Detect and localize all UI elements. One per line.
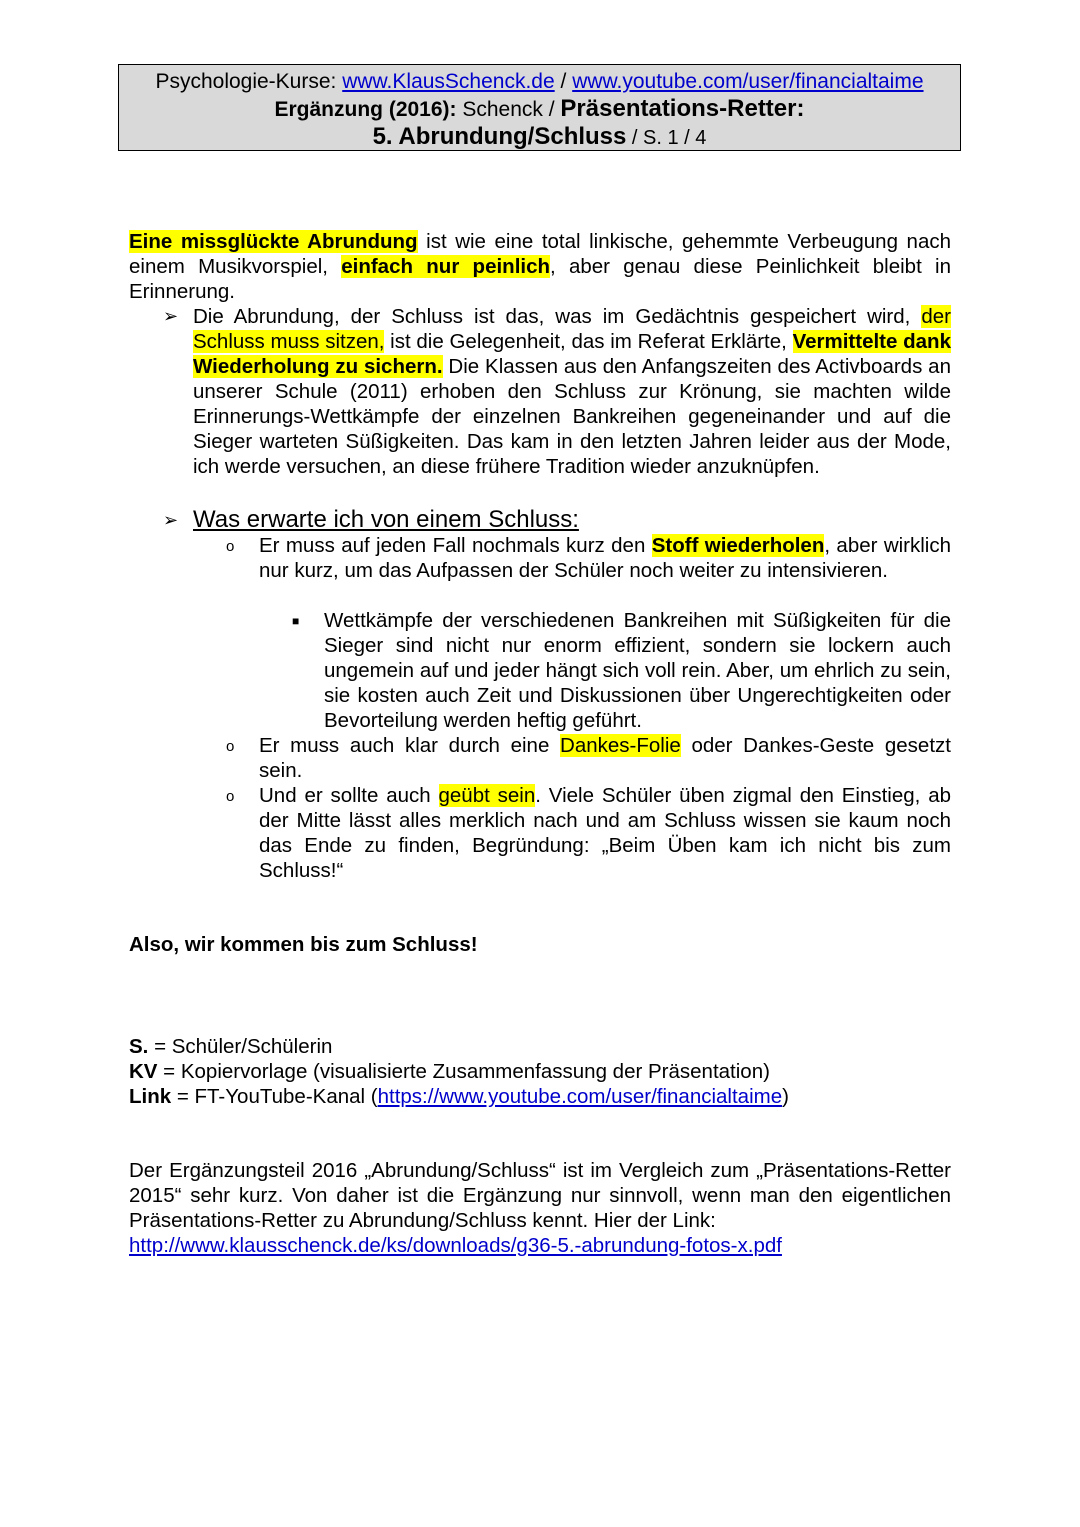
bullet-heading: Was erwarte ich von einem Schluss: bbox=[193, 506, 579, 533]
sub-item-3: Und er sollte auch geübt sein. Viele Schüler üben zigmal den Einstieg, ab der Mitte lässt alles merklich nach und am Schluss wissen sie kaum noch das Ende zu finden, Begründung: „Beim Üben kam ich nicht bis zum Schluss!“ bbox=[259, 784, 951, 882]
intro-paragraph: Eine missglückte Abrundung ist wie eine total linkische, gehemmte Verbeugung nach einem Musikvorspiel, einfach nur peinlich, aber genau diese Peinlichkeit bleibt in Erinnerung. bbox=[129, 230, 951, 303]
sub-item-1: Er muss auf jeden Fall nochmals kurz den Stoff wiederholen, aber wirklich nur kurz, um das Aufpassen der Schüler noch weiter zu intensivieren. bbox=[259, 534, 952, 582]
header-line-2: Ergänzung (2016): Schenck / Präsentations-Retter: bbox=[274, 95, 805, 122]
header-title: Präsentations-Retter: bbox=[560, 95, 805, 122]
closing-sentence: Also, wir kommen bis zum Schluss! bbox=[129, 933, 478, 956]
sub-item-2: Er muss auch klar durch eine Dankes-Folie oder Dankes-Geste gesetzt sein. bbox=[259, 734, 951, 782]
chapter-title: 5. Abrundung/Schluss bbox=[372, 123, 627, 150]
header-box bbox=[118, 64, 961, 151]
circle-bullet-icon: o bbox=[226, 788, 235, 805]
abbreviation-item: Link = FT-YouTube-Kanal (https://www.youtube.com/user/financialtaime) bbox=[129, 1085, 789, 1108]
header-line-1: Psychologie-Kurse: www.KlausSchenck.de / www.youtube.com/user/financialtaime bbox=[155, 70, 924, 93]
page-number: / S. 1 / 4 bbox=[626, 127, 707, 149]
abbreviation-item: S. = Schüler/Schülerin bbox=[129, 1035, 333, 1058]
klausschenck-link[interactable]: www.KlausSchenck.de bbox=[342, 70, 555, 93]
youtube-link[interactable]: www.youtube.com/user/financialtaime bbox=[572, 70, 924, 93]
sub-sub-item-1: Wettkämpfe der verschiedenen Bankreihen mit Süßigkeiten für die Sieger sind nicht nur enorm effizient, sondern sie lockern auch ungemein auf und jeder hängt sich voll rein. Aber, um ehrlich zu sein, sie kosten auch Zeit und Diskussionen über Ungerechtigkeiten oder Bevorteilung werden heftig geführt. bbox=[324, 609, 951, 732]
circle-bullet-icon: o bbox=[226, 538, 235, 555]
pdf-download-link[interactable]: http://www.klausschenck.de/ks/downloads/g36-5.-abrundung-fotos-x.pdf bbox=[129, 1234, 782, 1257]
header-line-3 bbox=[119, 123, 960, 152]
abbreviation-item: KV = Kopiervorlage (visualisierte Zusammenfassung der Präsentation) bbox=[129, 1060, 770, 1083]
abbreviation-list bbox=[129, 1034, 789, 1109]
bullet-item-1: Die Abrundung, der Schluss ist das, was im Gedächtnis gespeichert wird, der Schluss muss sitzen, ist die Gelegenheit, das im Referat Erklärte, Vermittelte dank Wiederholung zu sichern. Die Klassen aus den Anfangszeiten des Activboards an unserer Schule (2011) erhoben den Schluss zur Krönung, sie machten wilde Erinnerungs-Wettkämpfe der einzelnen Bankreihen gegeneinander und auf die Sieger warteten Süßigkeiten. Das kam in den letzten Jahren leider aus der Mode, ich werde versuchen, an diese frühere Tradition wieder anzuknüpfen. bbox=[193, 305, 951, 478]
note-paragraph: Der Ergänzungsteil 2016 „Abrundung/Schluss“ ist im Vergleich zum „Präsentations-Retter 2015“ sehr kurz. Von daher ist die Ergänzung nur sinnvoll, wenn man den eigentlichen Präsentations-Retter zu Abrundung/Schluss kennt. Hier der Link: http://www.klausschenck.de/ks/downloads/g36-5.-abrundung-fotos-x.pdf bbox=[129, 1159, 951, 1257]
circle-bullet-icon: o bbox=[226, 738, 235, 755]
arrow-bullet-icon: ➢ bbox=[163, 306, 179, 326]
youtube-channel-link[interactable]: https://www.youtube.com/user/financialtaime bbox=[377, 1085, 783, 1108]
arrow-bullet-icon: ➢ bbox=[163, 510, 179, 530]
square-bullet-icon: ■ bbox=[292, 614, 300, 628]
